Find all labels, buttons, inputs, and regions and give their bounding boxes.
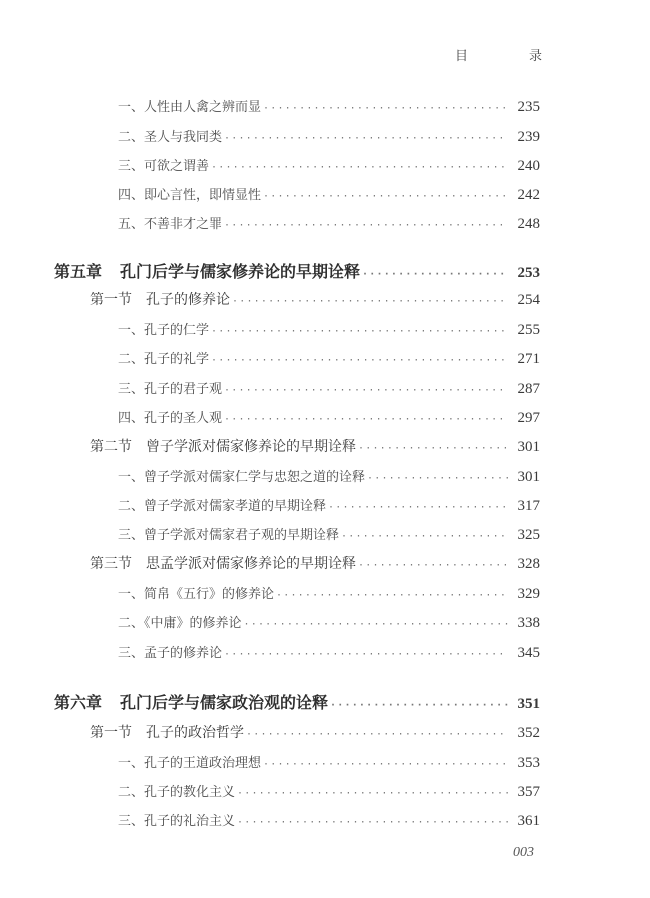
toc-entry[interactable] [118, 126, 540, 146]
toc-entry-title: 三、孔子的礼治主义 [118, 814, 236, 829]
toc-entry[interactable] [118, 348, 540, 368]
toc-entry-page: 297 [517, 410, 540, 426]
toc-entry-page: 325 [517, 527, 540, 543]
toc-entry[interactable] [118, 781, 540, 801]
toc-entry-title: 二、孔子的礼学 [118, 352, 210, 367]
toc-entry-title: 三、曾子学派对儒家君子观的早期诠释 [118, 528, 340, 543]
toc-section[interactable] [90, 436, 540, 456]
toc-entry-page: 235 [517, 99, 540, 115]
toc-entry-title: 一、人性由人禽之辨而显 [118, 100, 262, 115]
toc-entry[interactable] [118, 213, 540, 233]
toc-entry-page: 329 [517, 586, 540, 602]
running-header-right: 录 [528, 49, 542, 64]
toc-section[interactable] [90, 553, 540, 573]
dot-leader [237, 817, 508, 828]
toc-entry-page: 301 [517, 469, 540, 485]
section-number: 第二节 [90, 439, 132, 455]
toc-entry-title: 一、孔子的仁学 [118, 323, 210, 338]
toc-section-title [90, 289, 230, 309]
toc-entry[interactable] [118, 155, 540, 175]
dot-leader [246, 729, 508, 740]
toc-entry[interactable] [118, 810, 540, 830]
toc-entry-page: 287 [517, 381, 540, 397]
toc-chapter[interactable] [54, 690, 540, 713]
dot-leader [232, 296, 508, 307]
toc-entry-title: 二、孔子的教化主义 [118, 785, 236, 800]
toc-entry-page: 352 [517, 725, 540, 741]
toc-section[interactable] [90, 722, 540, 742]
section-number: 第一节 [90, 292, 132, 308]
toc-entry[interactable] [118, 583, 540, 603]
dot-leader [224, 133, 508, 144]
dot-leader [341, 531, 508, 542]
dot-leader [263, 191, 508, 202]
toc-entry[interactable] [118, 378, 540, 398]
chapter-number: 第五章 [54, 262, 103, 281]
toc-entry[interactable] [118, 466, 540, 486]
toc-section[interactable] [90, 289, 540, 309]
toc-entry-page: 301 [517, 439, 540, 455]
toc-entry-page: 255 [517, 322, 540, 338]
dot-leader [224, 649, 508, 660]
toc-entry[interactable] [118, 407, 540, 427]
dot-leader [358, 443, 508, 454]
chapter-name: 孔门后学与儒家修养论的早期诠释 [120, 262, 361, 281]
toc-chapter[interactable] [54, 259, 540, 282]
toc-entry[interactable] [118, 752, 540, 772]
chapter-number: 第六章 [54, 693, 103, 712]
dot-leader [263, 759, 508, 770]
page-number: 003 [513, 845, 534, 860]
toc-entry-page: 317 [517, 498, 540, 514]
toc-entry-title: 三、孟子的修养论 [118, 646, 223, 661]
toc-entry[interactable] [118, 524, 540, 544]
toc-entry-page: 240 [517, 158, 540, 174]
dot-leader [224, 220, 508, 231]
toc-entry[interactable] [118, 184, 540, 204]
dot-leader [330, 700, 508, 711]
toc-entry[interactable] [118, 495, 540, 515]
dot-leader [328, 502, 508, 513]
dot-leader [263, 103, 508, 114]
dot-leader [211, 162, 508, 173]
toc-entry-title: 四、孔子的圣人观 [118, 411, 223, 426]
toc-entry-title: 一、简帛《五行》的修养论 [118, 587, 275, 602]
toc-entry-title: 五、不善非才之罪 [118, 217, 223, 232]
toc-entry-title: 二、《中庸》的修养论 [118, 616, 242, 631]
toc-entry-title: 二、圣人与我同类 [118, 130, 223, 145]
toc-entry-title: 二、曾子学派对儒家孝道的早期诠释 [118, 499, 327, 514]
section-name: 曾子学派对儒家修养论的早期诠释 [146, 439, 356, 455]
toc-section-title [90, 553, 356, 573]
dot-leader [224, 385, 508, 396]
dot-leader [211, 326, 508, 337]
chapter-name: 孔门后学与儒家政治观的诠释 [120, 693, 329, 712]
toc-entry[interactable] [118, 96, 540, 116]
toc-entry[interactable] [118, 642, 540, 662]
running-header-left: 目 [455, 49, 469, 64]
toc-entry-page: 271 [517, 351, 540, 367]
toc-entry-page: 357 [517, 784, 540, 800]
toc-entry-page: 253 [517, 265, 540, 281]
toc-entry-title: 三、可欲之谓善 [118, 159, 210, 174]
toc-entry-page: 242 [517, 187, 540, 203]
toc-chapter-title [54, 690, 328, 713]
toc-section-title [90, 436, 356, 456]
dot-leader [237, 788, 508, 799]
dot-leader [244, 619, 508, 630]
dot-leader [367, 473, 508, 484]
toc-entry-page: 248 [517, 216, 540, 232]
toc-entry-title: 一、孔子的王道政治理想 [118, 756, 262, 771]
toc-entry-page: 361 [517, 813, 540, 829]
toc-entry-title: 一、曾子学派对儒家仁学与忠恕之道的诠释 [118, 470, 366, 485]
toc-entry[interactable] [118, 612, 540, 632]
dot-leader [211, 355, 508, 366]
toc-entry-page: 351 [517, 696, 540, 712]
toc-entry-page: 338 [517, 615, 540, 631]
running-header [455, 45, 542, 64]
dot-leader [276, 590, 508, 601]
section-name: 孔子的政治哲学 [146, 725, 244, 741]
dot-leader [358, 560, 508, 571]
section-name: 思孟学派对儒家修养论的早期诠释 [146, 556, 356, 572]
toc-entry-title: 三、孔子的君子观 [118, 382, 223, 397]
dot-leader [224, 414, 508, 425]
toc-chapter-title [54, 259, 360, 282]
toc-entry-page: 345 [517, 645, 540, 661]
toc-entry-title: 四、即心言性，即情显性 [118, 188, 262, 203]
section-number: 第一节 [90, 725, 132, 741]
dot-leader [362, 269, 508, 280]
toc-entry-page: 254 [517, 292, 540, 308]
toc-entry-page: 328 [517, 556, 540, 572]
toc-entry-page: 353 [517, 755, 540, 771]
toc-entry-page: 239 [517, 129, 540, 145]
toc-entry[interactable] [118, 319, 540, 339]
section-number: 第三节 [90, 556, 132, 572]
section-name: 孔子的修养论 [146, 292, 230, 308]
toc-section-title [90, 722, 244, 742]
